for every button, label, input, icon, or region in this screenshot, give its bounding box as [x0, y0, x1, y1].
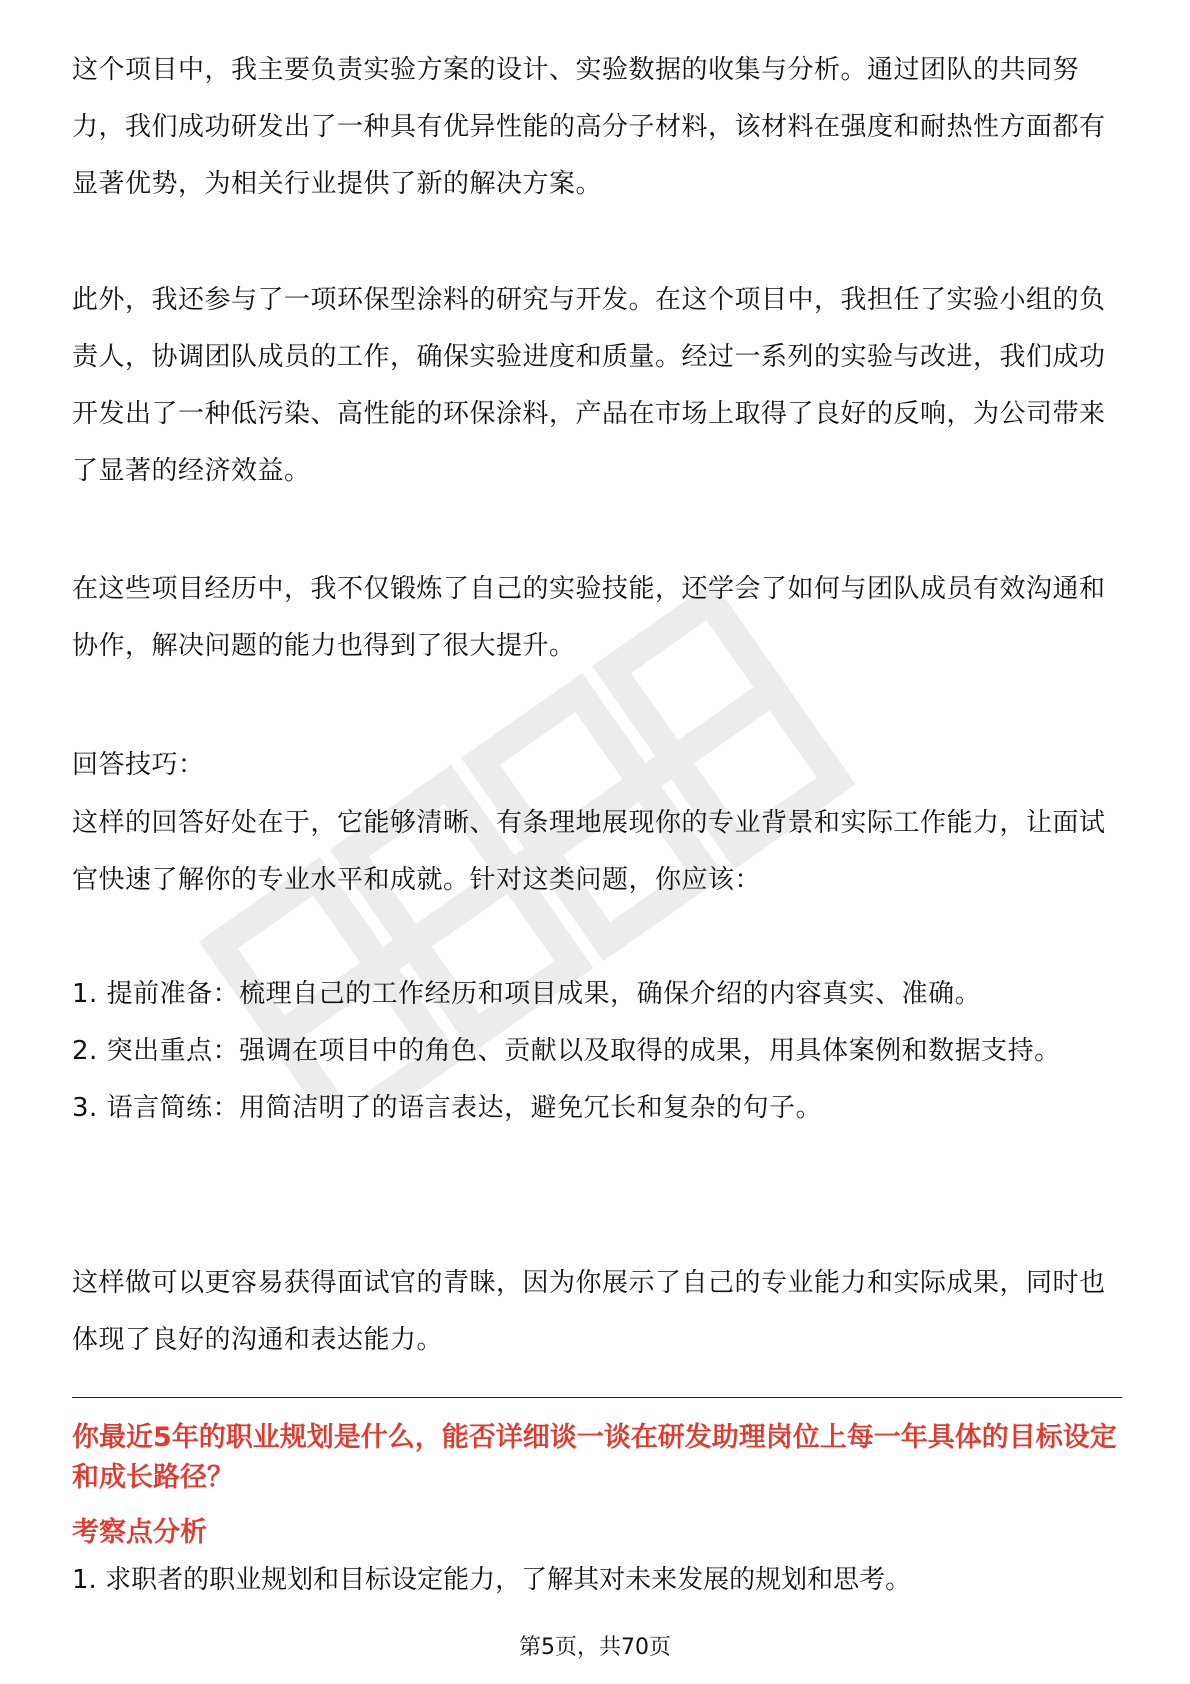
- tips-list: [72, 966, 1061, 1137]
- paragraph-project-role: 这个项目中，我主要负责实验方案的设计、实验数据的收集与分析。通过团队的共同努力，我们成功研发出了一种具有优异性能的高分子材料，该材料在强度和耐热性方面都有显著优势，为相关行业提供了新的解决方案。: [72, 55, 1106, 199]
- section-divider: [72, 1397, 1122, 1398]
- paragraph-coating-project: 此外，我还参与了一项环保型涂料的研究与开发。在这个项目中，我担任了实验小组的负责人，协调团队成员的工作，确保实验进度和质量。经过一系列的实验与改进，我们成功开发出了一种低污染、高性能的环保涂料，产品在市场上取得了良好的反响，为公司带来了显著的经济效益。: [72, 285, 1106, 486]
- analysis-heading: 考察点分析: [72, 1517, 207, 1548]
- page-number: 第5页，共70页: [519, 1635, 671, 1660]
- tips-conclusion: 这样做可以更容易获得面试官的青睐，因为你展示了自己的专业能力和实际成果，同时也体现了良好的沟通和表达能力。: [72, 1268, 1106, 1355]
- list-item: 2. 突出重点：强调在项目中的角色、贡献以及取得的成果，用具体案例和数据支持。: [72, 1036, 1061, 1066]
- analysis-item: 1. 求职者的职业规划和目标设定能力，了解其对未来发展的规划和思考。: [72, 1565, 912, 1595]
- tips-heading: 回答技巧：: [72, 750, 205, 780]
- list-item: 1. 提前准备：梳理自己的工作经历和项目成果，确保介绍的内容真实、准确。: [72, 979, 982, 1009]
- tips-body: 这样的回答好处在于，它能够清晰、有条理地展现你的专业背景和实际工作能力，让面试官快速了解你的专业水平和成就。针对这类问题，你应该：: [72, 808, 1106, 895]
- list-item: 3. 语言简练：用简洁明了的语言表达，避免冗长和复杂的句子。: [72, 1093, 823, 1123]
- paragraph-reflection: 在这些项目经历中，我不仅锻炼了自己的实验技能，还学会了如何与团队成员有效沟通和协作，解决问题的能力也得到了很大提升。: [72, 574, 1106, 661]
- interview-question: 你最近5年的职业规划是什么，能否详细谈一谈在研发助理岗位上每一年具体的目标设定和成长路径？: [72, 1422, 1117, 1493]
